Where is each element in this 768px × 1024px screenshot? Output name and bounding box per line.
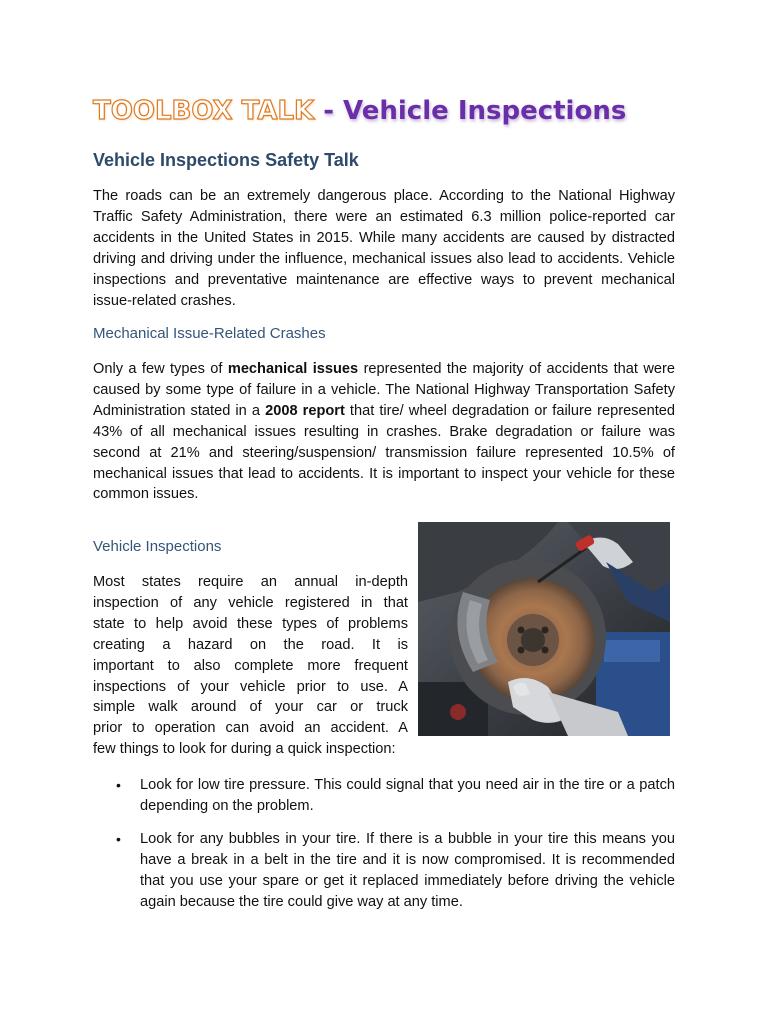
bullet-text: Look for low tire pressure. This could signal that you need air in the tire or a patch depending on the problem. (140, 777, 675, 814)
inspections-line: prior to operation can avoid an accident. A (93, 720, 408, 737)
brake-inspection-photo (418, 522, 670, 736)
mechanical-paragraph (93, 359, 675, 505)
inspection-checklist (93, 775, 675, 912)
inspections-line: state to help avoid these types of problems (93, 615, 408, 632)
list-item (93, 829, 675, 913)
title-vehicle-inspections: - Vehicle Inspections (314, 96, 627, 126)
list-item (93, 775, 675, 817)
inspections-last-line: few things to look for during a quick inspection: (93, 741, 396, 757)
inspections-paragraph (93, 572, 408, 739)
section-heading-mechanical: Mechanical Issue-Related Crashes (93, 325, 326, 342)
title-toolbox-talk: TOOLBOX TALK (93, 96, 315, 126)
inspections-line: creating a hazard on the road. It is (93, 636, 408, 653)
mechanical-text-a: Only a few types of (93, 361, 228, 377)
inspections-line: inspection of any vehicle registered in that (93, 594, 408, 611)
inspections-line: inspections of your vehicle prior to use. A (93, 678, 408, 695)
bullet-marker: • (116, 830, 121, 847)
mechanical-issues-bold: mechanical issues (227, 361, 359, 377)
inspections-line: simple walk around of your car or truck (93, 699, 408, 716)
main-heading: Vehicle Inspections Safety Talk (93, 150, 359, 170)
mechanical-text-b: represented the majority of accidents that were caused by some type of failure in a vehicle. The National Highway Transportation Safety Administration stated in a (93, 361, 675, 419)
section-heading-inspections: Vehicle Inspections (93, 538, 222, 555)
bullet-text: Look for any bubbles in your tire. If there is a bubble in your tire this means you have a break in a belt in the tire and it is now compromised. It is recommended that you use your spare or get it replaced immediately before driving the vehicle again because the tire could give way at any time. (140, 830, 675, 910)
page-title (93, 96, 626, 126)
report-bold: 2008 report (265, 402, 345, 419)
inspections-line: Most states require an annual in-depth (93, 574, 408, 590)
bullet-marker: • (116, 777, 121, 793)
intro-paragraph: The roads can be an extremely dangerous place. According to the National Highway Traffic Safety Administration, there were an estimated 6.3 million police-reported car accidents in the United States in 2015. While many accidents are caused by distracted driving and driving under the influence, mechanical issues also lead to accidents. Vehicle inspections and preventative maintenance are effective ways to prevent mechanical issue-related crashes. (93, 188, 675, 309)
mechanical-text-c: that tire/ wheel degradation or failure represented 43% of all mechanical issues resulting in crashes. Brake degradation or failure was second at 21% and steering/suspension/ transmission failure represented 10.5% of mechanical issues that lead to accidents. It is important to inspect your vehicle for these common issues. (93, 402, 675, 503)
brake-photo-illustration (418, 522, 670, 736)
inspections-line: important to also complete more frequent (93, 657, 408, 674)
